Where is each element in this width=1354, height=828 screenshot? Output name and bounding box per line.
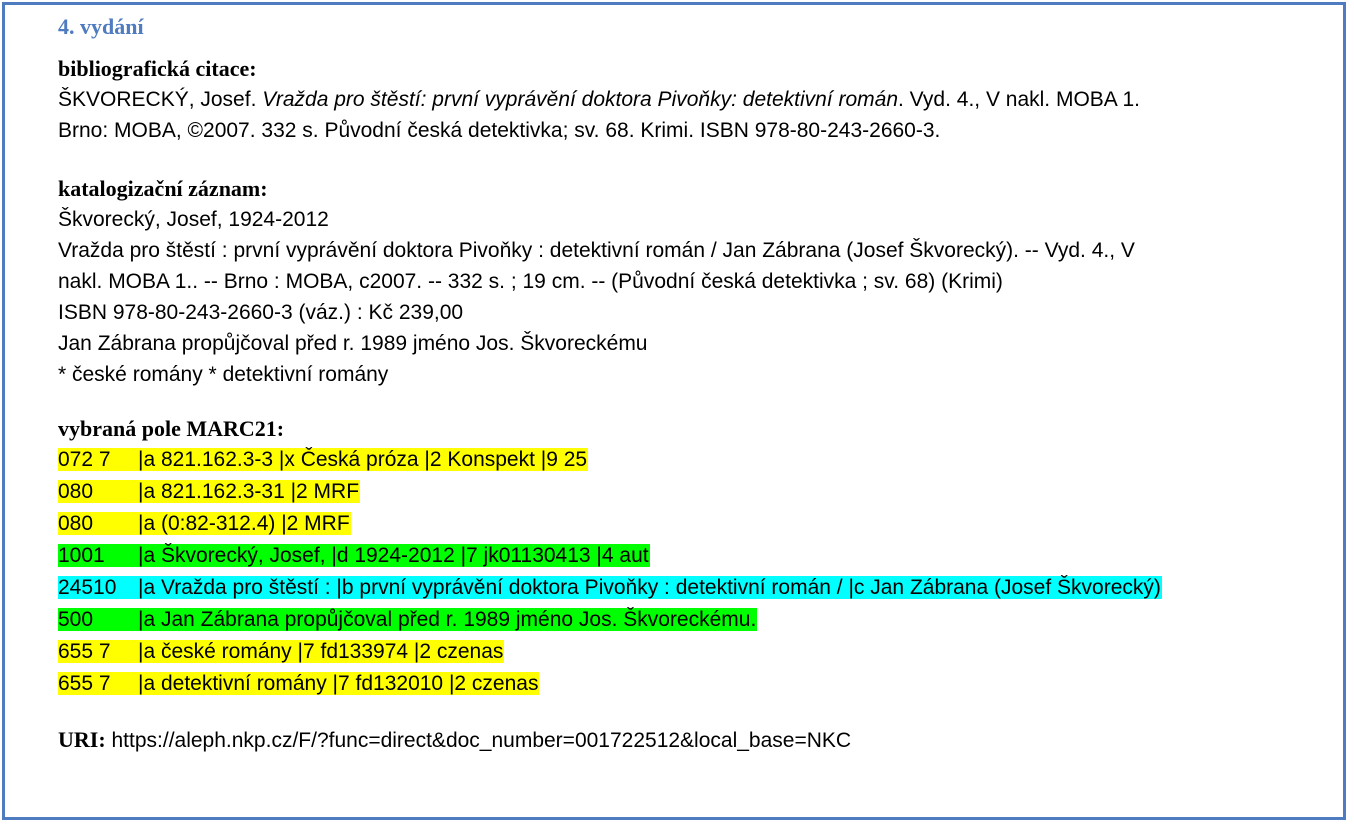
marc-value: |a české romány |7 fd133974 |2 czenas: [138, 640, 504, 663]
marc-value: |a Jan Zábrana propůjčoval před r. 1989 jméno Jos. Škvoreckému.: [138, 608, 757, 631]
marc-tag: 080: [58, 480, 94, 503]
uri-line: [58, 724, 1338, 756]
catalog-line: * české romány * detektivní romány: [58, 363, 389, 386]
marc-field: [58, 444, 1338, 476]
marc-field: [58, 540, 1338, 572]
citation-title: Vražda pro štěstí: první vyprávění doktora Pivoňky: detektivní román: [262, 88, 899, 111]
catalog-line: Vražda pro štěstí : první vyprávění doktora Pivoňky : detektivní román / Jan Zábrana (Josef Škvorecký). -- Vyd. 4., V: [58, 239, 1135, 262]
marc-heading: vybraná pole MARC21:: [58, 416, 285, 441]
marc-field: [58, 668, 1338, 700]
citation-line-2: Brno: MOBA, ©2007. 332 s. Původní česká detektivka; sv. 68. Krimi. ISBN 978-80-243-2660-3.: [58, 119, 941, 142]
marc-tag: 655 7: [58, 672, 111, 695]
marc-tag: 500: [58, 608, 94, 631]
uri-label: URI:: [58, 727, 106, 752]
marc-field: [58, 508, 1338, 540]
document-content: [58, 12, 1338, 756]
marc-value: |a Vražda pro štěstí : |b první vyprávění doktora Pivoňky : detektivní román / |c Jan Zábrana (Josef Škvorecký): [138, 576, 1161, 599]
marc-tag: 1001: [58, 544, 105, 567]
marc-value: |a 821.162.3-31 |2 MRF: [138, 480, 360, 503]
catalog-line: ISBN 978-80-243-2660-3 (váz.) : Kč 239,00: [58, 301, 464, 324]
catalog-line: Škvorecký, Josef, 1924-2012: [58, 208, 329, 231]
marc-value: |a (0:82-312.4) |2 MRF: [138, 512, 350, 535]
marc-tag: 655 7: [58, 640, 111, 663]
marc-field: [58, 476, 1338, 508]
catalog-line: nakl. MOBA 1.. -- Brno : MOBA, c2007. -- 332 s. ; 19 cm. -- (Původní česká detektivka ; sv. 68) (Krimi): [58, 270, 1003, 293]
marc-field: [58, 604, 1338, 636]
marc-value: |a Škvorecký, Josef, |d 1924-2012 |7 jk01130413 |4 aut: [138, 544, 649, 567]
marc-field: [58, 572, 1338, 604]
marc-tag: 080: [58, 512, 94, 535]
marc-tag: 072 7: [58, 448, 111, 471]
citation-author: ŠKVORECKÝ, Josef.: [58, 88, 263, 111]
catalog-line: Jan Zábrana propůjčoval před r. 1989 jméno Jos. Škvoreckému: [58, 332, 648, 355]
citation-line-1: [58, 84, 1338, 115]
marc-field: [58, 636, 1338, 668]
uri-link[interactable]: https://aleph.nkp.cz/F/?func=direct&doc_number=001722512&local_base=NKC: [105, 729, 852, 752]
marc-tag: 24510: [58, 576, 117, 599]
marc-value: |a 821.162.3-3 |x Česká próza |2 Konspekt |9 25: [138, 448, 588, 471]
marc-value: |a detektivní romány |7 fd132010 |2 czenas: [138, 672, 539, 695]
citation-heading: bibliografická citace:: [58, 56, 257, 81]
edition-title: 4. vydání: [58, 14, 144, 39]
catalog-heading: katalogizační záznam:: [58, 176, 268, 201]
citation-rest: . Vyd. 4., V nakl. MOBA 1.: [898, 88, 1141, 111]
